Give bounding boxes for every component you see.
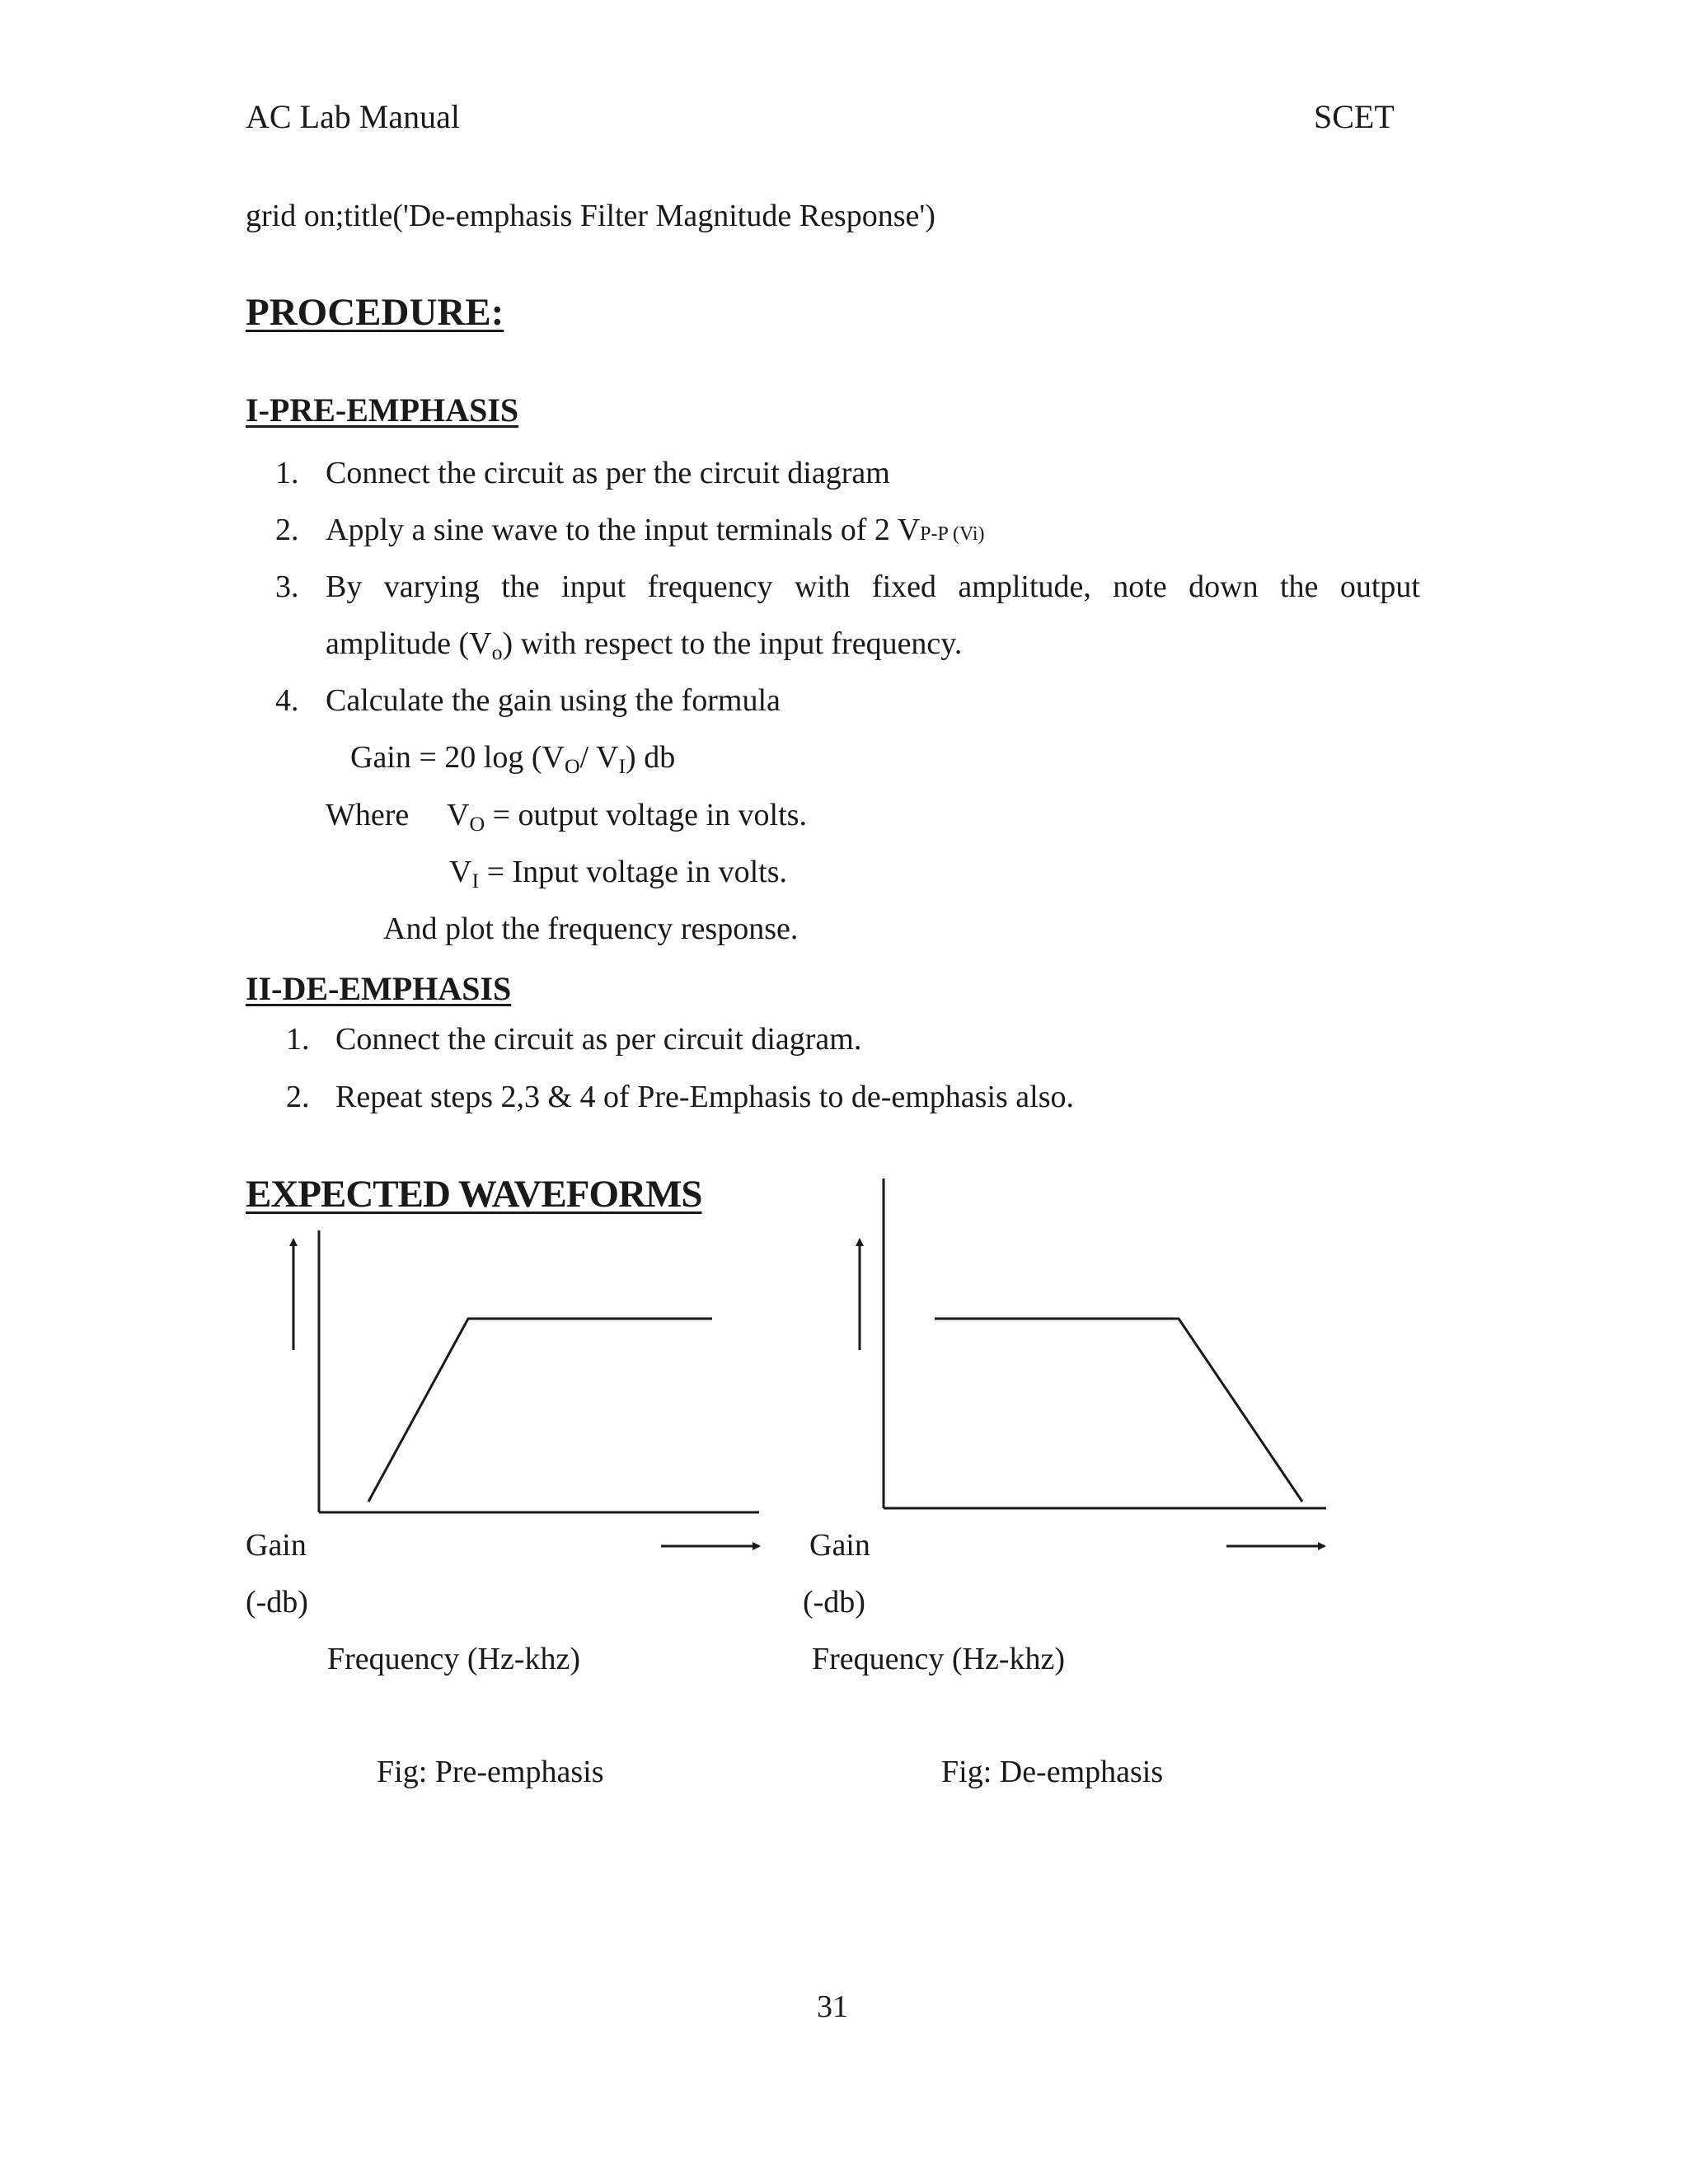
header-left: AC Lab Manual: [246, 98, 460, 135]
de-caption: Fig: De-emphasis: [941, 1755, 1164, 1789]
code-line: grid on;title('De-emphasis Filter Magnitude Response'): [246, 199, 935, 233]
procedure-heading: PROCEDURE:: [246, 291, 504, 334]
header-right: SCET: [1314, 98, 1395, 135]
de-emphasis-heading: II-DE-EMPHASIS: [246, 970, 512, 1007]
waveforms-heading: EXPECTED WAVEFORMS: [246, 1173, 702, 1216]
step-text-justified: By varying the input frequency with fixed amplitude, note down the output: [326, 569, 1420, 604]
vi-definition: $V_I$ = Input voltage in volts.: [449, 855, 788, 893]
step-text: Connect the circuit as per the circuit diagram: [326, 456, 890, 490]
gain-formula: Gain = 20 $\log (V_O/$ $V_I$) db: [350, 740, 676, 779]
where-label: Where: [326, 798, 410, 832]
step-number: 2.: [286, 1080, 310, 1114]
de-gain-label: Gain: [809, 1528, 870, 1563]
plot-instruction: And plot the frequency response.: [383, 912, 799, 946]
de-unit-label: (-db): [803, 1585, 865, 1619]
step-number: 1.: [275, 456, 299, 490]
step-number: 1.: [286, 1022, 310, 1057]
step-text: Calculate the gain using the formula: [326, 683, 781, 718]
pre-emphasis-curve: [368, 1319, 712, 1502]
de-emphasis-curve: [935, 1319, 1302, 1502]
pre-emphasis-heading: I-PRE-EMPHASIS: [246, 391, 519, 429]
step-text: Apply a sine wave to the input terminals of 2 VP-P (Vi): [326, 513, 985, 547]
step-text: Repeat steps 2,3 & 4 of Pre-Emphasis to de-emphasis also.: [335, 1080, 1075, 1114]
pre-emphasis-graph: [293, 1230, 759, 1512]
step-number: 3.: [275, 569, 299, 604]
step-number: 2.: [275, 513, 299, 547]
step-number: 4.: [275, 683, 299, 718]
de-x-label: Frequency (Hz-khz): [812, 1642, 1066, 1676]
pre-caption: Fig: Pre-emphasis: [377, 1755, 604, 1789]
step-text: Connect the circuit as per circuit diagram.: [335, 1022, 862, 1057]
page-number: 31: [817, 1990, 848, 2024]
pre-x-label: Frequency (Hz-khz): [327, 1642, 581, 1676]
de-emphasis-graph: [860, 1179, 1326, 1508]
vo-definition: $V_O$ = output voltage in volts.: [447, 798, 807, 837]
step-text-continued: amplitude $(V_o)$ with respect to the input frequency.: [326, 626, 963, 665]
pre-unit-label: (-db): [246, 1585, 308, 1619]
pre-gain-label: Gain: [246, 1528, 307, 1563]
subscript: P-P (Vi): [920, 523, 985, 545]
